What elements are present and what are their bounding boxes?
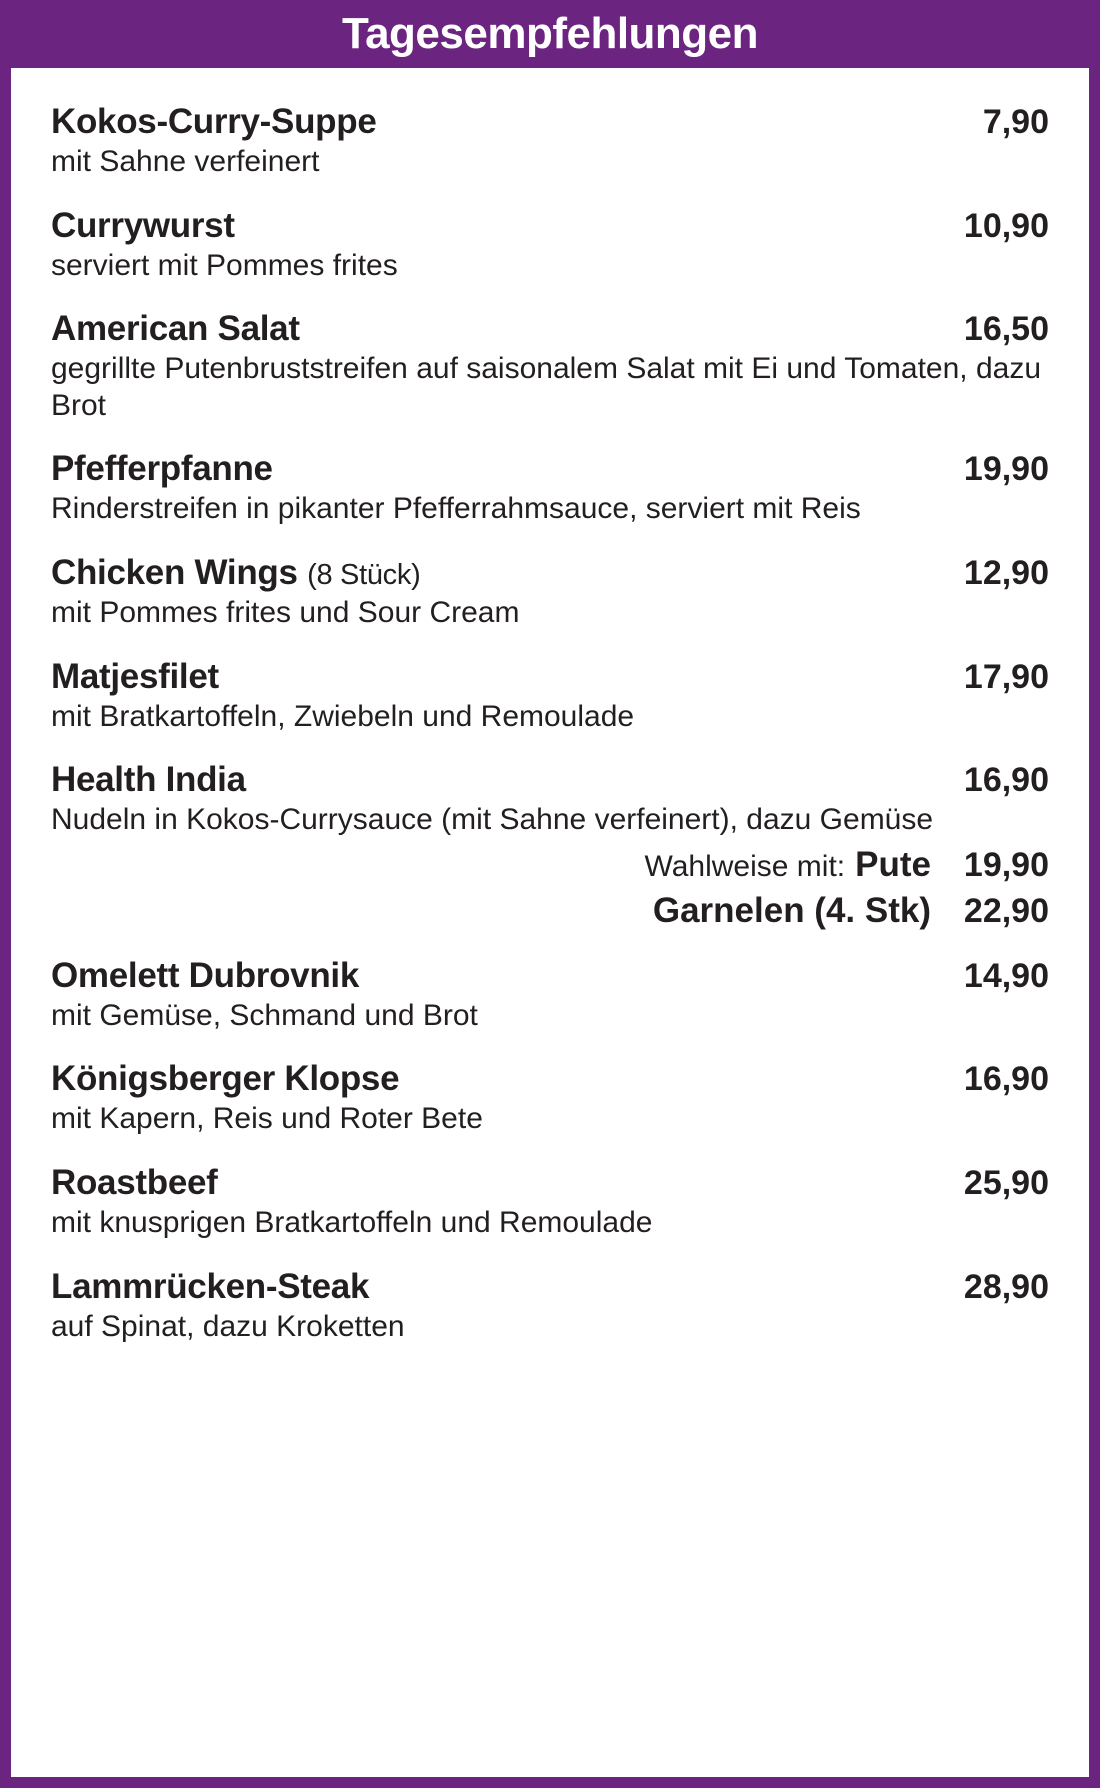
- menu-item-name: Lammrücken-Steak: [51, 1266, 370, 1306]
- menu-item-option: [51, 845, 1049, 885]
- menu-item-description: Nudeln in Kokos-Currysauce (mit Sahne verfeinert), dazu Gemüse: [51, 803, 934, 837]
- menu-item-description: mit Bratkartoffeln, Zwiebeln und Remoulade: [51, 699, 635, 733]
- menu-item-header: [51, 657, 1049, 697]
- menu-item-name: Roastbeef: [51, 1162, 218, 1202]
- menu-item: [51, 1267, 1049, 1346]
- option-name: Garnelen (4. Stk): [652, 890, 931, 930]
- menu-item-description: mit Pommes frites und Sour Cream: [51, 595, 520, 629]
- menu-item-header: [51, 102, 1049, 142]
- menu-item-description: Rinderstreifen in pikanter Pfefferrahmsauce, serviert mit Reis: [51, 492, 861, 526]
- menu-item: [51, 309, 1049, 424]
- menu-item-name: Pfefferpfanne: [51, 449, 273, 489]
- menu-item: [51, 760, 1049, 931]
- menu-item-description: mit Kapern, Reis und Roter Bete: [51, 1102, 483, 1136]
- menu-item-header: [51, 760, 1049, 800]
- menu-item-option: [51, 891, 1049, 931]
- menu-item-qualifier: (8 Stück): [307, 558, 421, 591]
- menu-item: [51, 102, 1049, 181]
- menu-item-price: 19,90: [963, 450, 1049, 489]
- menu-item-price: 16,90: [963, 761, 1049, 800]
- menu-item-header: [51, 1163, 1049, 1203]
- menu-item-description: gegrillte Putenbruststreifen auf saisonalem Salat mit Ei und Tomaten, dazu Brot: [51, 352, 1041, 422]
- menu-item-description: mit Sahne verfeinert: [51, 145, 320, 178]
- menu-item-name: Chicken Wings (8 Stück): [51, 552, 421, 592]
- menu-item-description: mit Gemüse, Schmand und Brot: [51, 998, 478, 1032]
- menu-item-name: American Salat: [51, 309, 300, 349]
- menu-item-header: [51, 1267, 1049, 1307]
- option-price: 19,90: [963, 845, 1049, 884]
- menu-item-price: 25,90: [963, 1163, 1049, 1202]
- menu-item-price: 28,90: [963, 1267, 1049, 1306]
- menu-item-name: Omelett Dubrovnik: [51, 955, 360, 995]
- menu-item-name: Kokos-Curry-Suppe: [51, 102, 377, 141]
- menu-item-name: Matjesfilet: [51, 656, 219, 696]
- option-name: Pute: [855, 844, 931, 884]
- menu-item-price: 14,90: [963, 956, 1049, 995]
- menu-item: [51, 449, 1049, 528]
- menu-item: [51, 206, 1049, 285]
- menu-item: [51, 956, 1049, 1035]
- menu-item: [51, 1059, 1049, 1138]
- menu-item-price: 7,90: [982, 103, 1049, 141]
- menu-item-name: Königsberger Klopse: [51, 1059, 400, 1099]
- menu-item: [51, 1163, 1049, 1242]
- menu-header: [11, 0, 1089, 68]
- menu-item: [51, 657, 1049, 736]
- menu-item-name: Health India: [51, 760, 246, 800]
- menu-item-description: mit knusprigen Bratkartoffeln und Remoulade: [51, 1205, 653, 1239]
- menu-item-header: [51, 449, 1049, 489]
- menu-item: [51, 553, 1049, 632]
- menu-item-header: [51, 553, 1049, 593]
- menu-item-price: 17,90: [963, 657, 1049, 696]
- menu-item-price: 12,90: [963, 553, 1049, 592]
- menu-item-header: [51, 309, 1049, 349]
- menu-list: [11, 68, 1089, 1777]
- option-price: 22,90: [963, 891, 1049, 930]
- menu-item-price: 16,90: [963, 1060, 1049, 1099]
- menu-item-name: Currywurst: [51, 205, 235, 245]
- menu-item-description: auf Spinat, dazu Kroketten: [51, 1309, 405, 1343]
- page-title: Tagesempfehlungen: [341, 9, 759, 58]
- menu-item-price: 16,50: [963, 310, 1049, 349]
- menu-item-price: 10,90: [963, 206, 1049, 245]
- menu-item-header: [51, 206, 1049, 246]
- menu-item-header: [51, 1059, 1049, 1099]
- option-prefix: Wahlweise mit:: [644, 849, 846, 883]
- menu-item-description: serviert mit Pommes frites: [51, 248, 398, 282]
- menu-item-header: [51, 956, 1049, 996]
